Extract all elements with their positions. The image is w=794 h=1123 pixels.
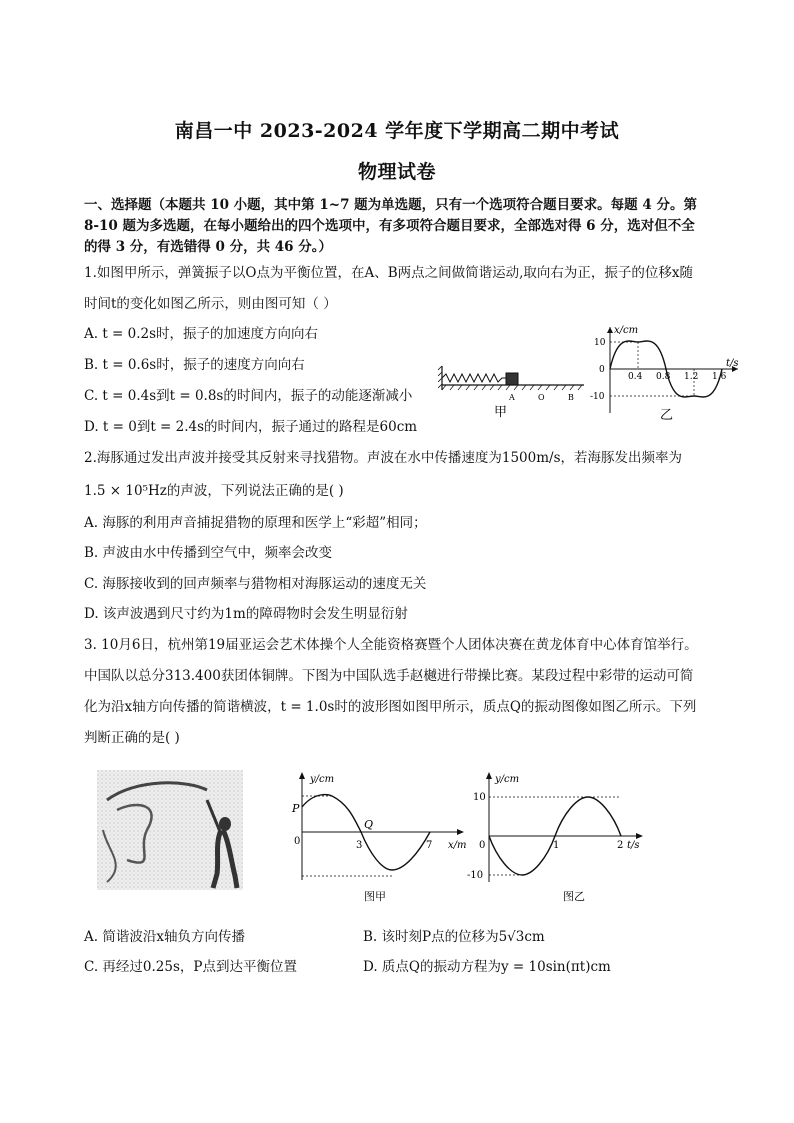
q3-option-b: B. 该时刻P点的位移为5√3cm	[363, 929, 545, 945]
exam-title: 南昌一中 2023-2024 学年度下学期高二期中考试	[174, 120, 620, 142]
q3-jia-label-p: P	[292, 802, 300, 815]
q1-yi-xlabel: t/s	[726, 358, 739, 369]
q1-option-c: C. t = 0.4s到t = 0.8s的时间内，振子的动能逐渐减小	[84, 388, 413, 404]
q1-option-b: B. t = 0.6s时，振子的速度方向向右	[84, 357, 305, 373]
q3-option-c: C. 再经过0.25s，P点到达平衡位置	[84, 959, 298, 975]
q3-yi-ytick-10: 10	[473, 792, 486, 803]
q1-yi-caption: 乙	[660, 408, 674, 423]
section-instructions-line1: 一、选择题（本题共 10 小题，其中第 1~7 题为单选题，只有一个选项符合题目要求。每题 4 分。第	[84, 197, 697, 213]
q3-stem-line2: 中国队以总分313.400获团体铜牌。下图为中国队选手赵樾进行带操比赛。某段过程中彩带的运动可简	[84, 668, 694, 684]
q1-figure-jia	[438, 360, 588, 420]
q1-option-a: A. t = 0.2s时，振子的加速度方向向右	[84, 326, 319, 342]
q1-yi-ytick-10: 10	[594, 338, 606, 348]
q3-jia-xtick-3: 3	[356, 840, 363, 851]
q3-yi-zero: 0	[479, 840, 486, 851]
q1-stem-line2: 时间t的变化如图乙所示，则由图可知（ ）	[84, 296, 337, 312]
q1-yi-ytick-0: 0	[599, 365, 605, 375]
q1-yi-xtick-1-6: 1.6	[712, 372, 727, 382]
q3-jia-xlabel: x/m	[448, 840, 467, 851]
q3-jia-ylabel: y/cm	[310, 774, 335, 785]
gymnast-photo	[97, 770, 243, 890]
q1-figure-yi	[588, 323, 748, 423]
q3-figure-yi	[467, 770, 647, 908]
q3-stem-line1: 3. 10月6日，杭州第19届亚运会艺术体操个人全能资格赛暨个人团体决赛在黄龙体育中心体育馆举行。	[84, 637, 698, 653]
q1-jia-label-b: B	[568, 393, 574, 402]
q2-option-d: D. 该声波遇到尺寸约为1m的障碍物时会发生明显衍射	[84, 606, 408, 622]
q3-yi-caption: 图乙	[563, 890, 585, 903]
q3-yi-ytick-neg10: -10	[467, 870, 484, 881]
q2-option-b: B. 声波由水中传播到空气中，频率会改变	[84, 545, 333, 561]
q1-jia-caption: 甲	[494, 405, 508, 420]
q1-yi-xtick-0-4: 0.4	[628, 372, 643, 382]
q1-option-d: D. t = 0到t = 2.4s的时间内，振子通过的路程是60cm	[84, 419, 418, 435]
exam-subtitle: 物理试卷	[357, 161, 436, 183]
q3-jia-caption: 图甲	[364, 890, 386, 903]
q3-option-d: D. 质点Q的振动方程为y = 10sin(πt)cm	[363, 959, 611, 975]
q3-figure-jia	[288, 770, 468, 908]
q2-stem-line1: 2.海豚通过发出声波并接受其反射来寻找猎物。声波在水中传播速度为1500m/s，若海豚发出频率为	[84, 450, 683, 466]
q3-option-a: A. 简谐波沿x轴负方向传播	[84, 929, 245, 945]
q1-yi-xtick-1-2: 1.2	[684, 372, 699, 382]
q3-stem-line4: 判断正确的是( )	[84, 730, 180, 746]
q1-stem-line1: 1.如图甲所示，弹簧振子以O点为平衡位置，在A、B两点之间做简谐运动,取向右为正，振子的位移x随	[84, 265, 694, 281]
q1-yi-ytick-neg10: -10	[590, 392, 605, 402]
q3-yi-xlabel: t/s	[627, 840, 640, 851]
q1-jia-label-o: O	[538, 393, 545, 402]
q3-jia-xtick-7: 7	[426, 840, 433, 851]
q3-yi-ylabel: y/cm	[495, 774, 520, 785]
q2-stem-line2: 1.5 × 10⁵Hz的声波，下列说法正确的是( )	[84, 483, 344, 499]
q2-option-c: C. 海豚接收到的回声频率与猎物相对海豚运动的速度无关	[84, 576, 427, 592]
q3-yi-xtick-2: 2	[617, 840, 624, 851]
q3-jia-zero: 0	[294, 836, 301, 847]
section-instructions-line2: 8-10 题为多选题，在每小题给出的四个选项中，有多项符合题目要求，全部选对得 6 分，选对但不全	[84, 218, 695, 234]
q1-yi-ylabel: x/cm	[614, 325, 639, 336]
q3-stem-line3: 化为沿x轴方向传播的简谐横波，t = 1.0s时的波形图如图甲所示，质点Q的振动图像如图乙所示。下列	[84, 699, 697, 715]
q1-jia-label-a: A	[509, 393, 515, 402]
q2-option-a: A. 海豚的利用声音捕捉猎物的原理和医学上“彩超”相同；	[84, 515, 427, 531]
q1-yi-xtick-0-8: 0.8	[656, 372, 671, 382]
q3-yi-xtick-1: 1	[553, 840, 560, 851]
section-instructions-line3: 的得 3 分，有选错得 0 分，共 46 分。）	[84, 239, 333, 255]
q3-jia-label-q: Q	[364, 818, 374, 831]
